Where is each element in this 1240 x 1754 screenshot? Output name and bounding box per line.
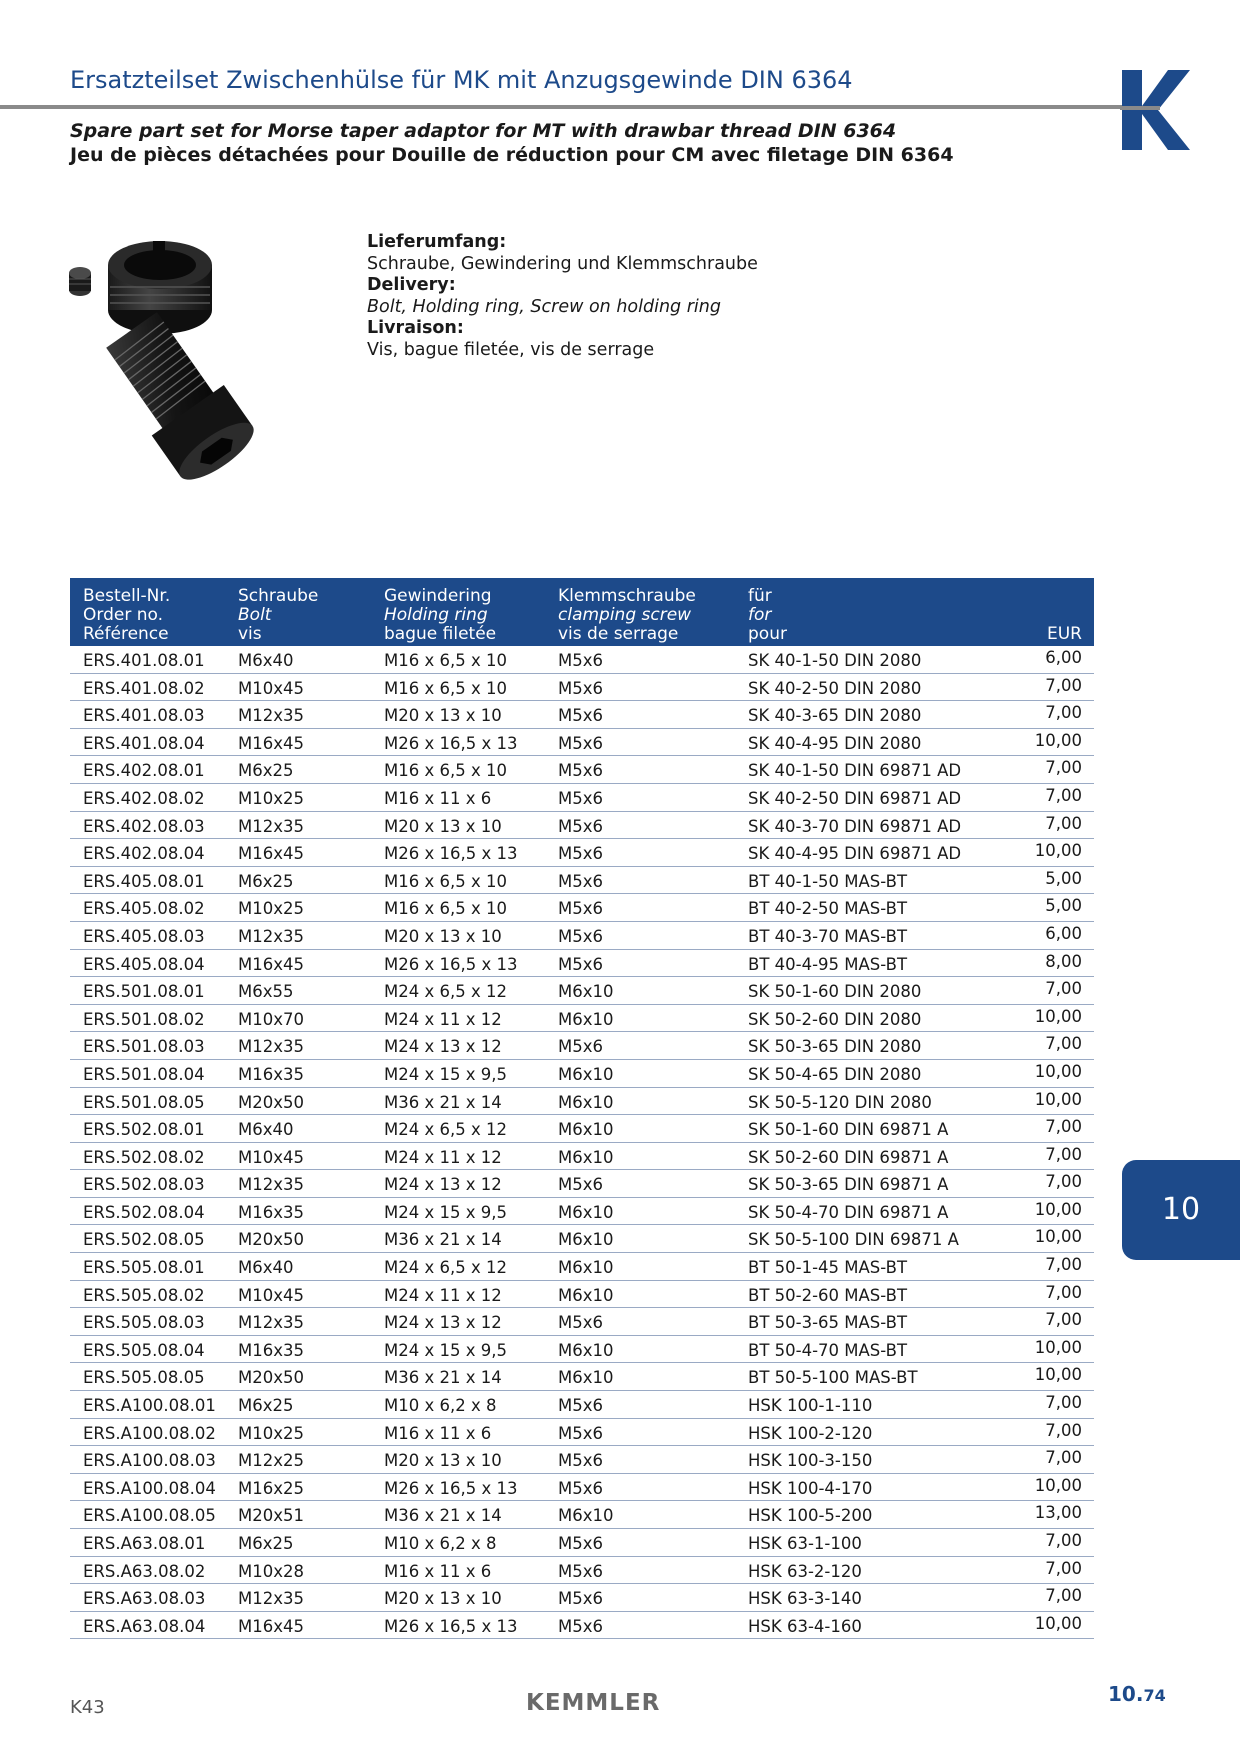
bolt-cell: M16x25 [238, 1478, 304, 1498]
price-cell: 7,00 [1045, 758, 1082, 778]
order-no-cell: ERS.502.08.04 [83, 1202, 205, 1222]
holding-ring-cell: M26 x 16,5 x 13 [384, 954, 518, 974]
order-no-cell: ERS.A63.08.01 [83, 1534, 206, 1553]
order-no-cell: ERS.A63.08.03 [83, 1589, 206, 1609]
spare-part-set-image [55, 235, 295, 480]
bolt-cell: M20x51 [238, 1506, 304, 1526]
holding-ring-cell: M24 x 13 x 12 [384, 1175, 502, 1195]
bolt-cell: M10x25 [238, 1423, 304, 1443]
clamping-screw-cell: M6x10 [558, 1092, 614, 1112]
for-cell: HSK 100-1-110 [748, 1396, 873, 1416]
holding-ring-cell: M26 x 16,5 x 13 [384, 733, 518, 753]
clamping-screw-cell: M5x6 [558, 844, 603, 864]
table-row [70, 1612, 1094, 1640]
order-no-cell: ERS.501.08.03 [83, 1037, 205, 1057]
price-cell: 6,00 [1045, 923, 1082, 943]
header-holding-ring: Gewindering Holding ring bague filetée [384, 586, 497, 644]
price-cell: 8,00 [1045, 951, 1082, 971]
bolt-cell: M20x50 [238, 1092, 304, 1112]
holding-ring-cell: M10 x 6,2 x 8 [384, 1534, 497, 1553]
order-no-cell: ERS.A63.08.02 [83, 1561, 206, 1581]
price-cell: 5,00 [1045, 868, 1082, 888]
holding-ring-cell: M24 x 11 x 12 [384, 1285, 502, 1305]
for-cell: HSK 63-1-100 [748, 1534, 862, 1553]
for-cell: HSK 63-3-140 [748, 1589, 862, 1609]
order-no-cell: ERS.505.08.05 [83, 1368, 205, 1388]
table-row [70, 1336, 1094, 1364]
holding-ring-cell: M24 x 13 x 12 [384, 1313, 502, 1333]
header-order-no: Bestell-Nr. Order no. Référence [83, 586, 171, 644]
clamping-screw-cell: M5x6 [558, 1396, 603, 1416]
kemmler-k-logo-icon [1120, 70, 1190, 150]
holding-ring-cell: M16 x 6,5 x 10 [384, 651, 507, 670]
price-cell: 10,00 [1034, 1199, 1082, 1219]
order-no-cell: ERS.401.08.01 [83, 651, 205, 670]
price-cell: 7,00 [1045, 785, 1082, 805]
order-no-cell: ERS.A100.08.02 [83, 1423, 216, 1443]
price-cell: 7,00 [1045, 1172, 1082, 1192]
order-no-cell: ERS.405.08.04 [83, 954, 205, 974]
holding-ring-cell: M10 x 6,2 x 8 [384, 1396, 497, 1416]
order-no-cell: ERS.A100.08.04 [83, 1478, 216, 1498]
clamping-screw-cell: M6x10 [558, 1009, 614, 1029]
bolt-cell: M6x40 [238, 1258, 294, 1278]
order-no-cell: ERS.405.08.01 [83, 871, 205, 891]
catalog-code: K43 [70, 1697, 105, 1718]
table-row [70, 1363, 1094, 1391]
holding-ring-cell: M20 x 13 x 10 [384, 706, 502, 726]
price-cell: 7,00 [1045, 1255, 1082, 1275]
table-row [70, 1253, 1094, 1281]
for-cell: SK 40-2-50 DIN 2080 [748, 678, 922, 698]
bolt-cell: M12x35 [238, 926, 304, 946]
price-cell: 10,00 [1034, 1475, 1082, 1495]
bolt-cell: M12x35 [238, 816, 304, 836]
holding-ring-cell: M16 x 11 x 6 [384, 788, 492, 808]
bolt-cell: M6x25 [238, 1534, 294, 1553]
table-row [70, 1060, 1094, 1088]
bolt-cell: M10x45 [238, 678, 304, 698]
holding-ring-cell: M26 x 16,5 x 13 [384, 1616, 518, 1636]
order-no-cell: ERS.402.08.02 [83, 788, 205, 808]
order-no-cell: ERS.502.08.02 [83, 1147, 205, 1167]
table-row [70, 1225, 1094, 1253]
delivery-label-fr: Livraison: [367, 318, 464, 338]
table-row [70, 1557, 1094, 1585]
clamping-screw-cell: M5x6 [558, 678, 603, 698]
bolt-cell: M16x45 [238, 844, 304, 864]
for-cell: SK 50-3-65 DIN 69871 A [748, 1175, 949, 1195]
table-row [70, 922, 1094, 950]
bolt-cell: M12x35 [238, 1589, 304, 1609]
for-cell: HSK 100-2-120 [748, 1423, 873, 1443]
price-cell: 6,00 [1045, 648, 1082, 667]
order-no-cell: ERS.502.08.01 [83, 1120, 205, 1140]
table-row [70, 1088, 1094, 1116]
clamping-screw-cell: M5x6 [558, 1313, 603, 1333]
order-no-cell: ERS.502.08.03 [83, 1175, 205, 1195]
table-row [70, 1170, 1094, 1198]
table-row [70, 1032, 1094, 1060]
set-screw-icon [69, 267, 91, 296]
order-no-cell: ERS.402.08.01 [83, 761, 205, 781]
table-row [70, 839, 1094, 867]
header-eur: EUR [1047, 624, 1082, 644]
for-cell: SK 40-1-50 DIN 69871 AD [748, 761, 962, 781]
holding-ring-cell: M24 x 11 x 12 [384, 1009, 502, 1029]
order-no-cell: ERS.401.08.02 [83, 678, 205, 698]
clamping-screw-cell: M5x6 [558, 733, 603, 753]
clamping-screw-cell: M5x6 [558, 761, 603, 781]
holding-ring-cell: M20 x 13 x 10 [384, 816, 502, 836]
for-cell: SK 40-3-65 DIN 2080 [748, 706, 922, 726]
order-no-cell: ERS.501.08.01 [83, 982, 205, 1002]
price-cell: 7,00 [1045, 1420, 1082, 1440]
price-cell: 10,00 [1034, 841, 1082, 861]
clamping-screw-cell: M6x10 [558, 1340, 614, 1360]
price-cell: 7,00 [1045, 1586, 1082, 1606]
clamping-screw-cell: M6x10 [558, 1368, 614, 1388]
for-cell: SK 50-5-100 DIN 69871 A [748, 1230, 959, 1250]
spare-parts-table [70, 578, 1094, 1639]
delivery-label-de: Lieferumfang: [367, 232, 507, 252]
table-row [70, 1474, 1094, 1502]
bolt-cell: M16x35 [238, 1064, 304, 1084]
for-cell: HSK 100-3-150 [748, 1451, 873, 1471]
price-cell: 10,00 [1034, 1337, 1082, 1357]
order-no-cell: ERS.405.08.02 [83, 899, 205, 919]
bolt-cell: M6x25 [238, 871, 294, 891]
holding-ring-cell: M24 x 11 x 12 [384, 1147, 502, 1167]
holding-ring-cell: M24 x 13 x 12 [384, 1037, 502, 1057]
table-row [70, 674, 1094, 702]
table-row [70, 1308, 1094, 1336]
chapter-tab[interactable]: 10 [1122, 1160, 1240, 1260]
bolt-cell: M10x45 [238, 1147, 304, 1167]
bolt-cell: M12x35 [238, 1037, 304, 1057]
price-cell: 10,00 [1034, 1613, 1082, 1633]
clamping-screw-cell: M6x10 [558, 1258, 614, 1278]
bolt-cell: M20x50 [238, 1230, 304, 1250]
for-cell: BT 50-3-65 MAS-BT [748, 1313, 908, 1333]
holding-ring-cell: M26 x 16,5 x 13 [384, 844, 518, 864]
for-cell: SK 40-4-95 DIN 2080 [748, 733, 922, 753]
holding-ring-cell: M24 x 6,5 x 12 [384, 1258, 507, 1278]
clamping-screw-cell: M5x6 [558, 1037, 603, 1057]
page-number-main: 10. [1108, 1682, 1144, 1706]
holding-ring-cell: M16 x 6,5 x 10 [384, 761, 507, 781]
order-no-cell: ERS.A100.08.03 [83, 1451, 216, 1471]
table-row [70, 1281, 1094, 1309]
holding-ring-cell: M24 x 15 x 9,5 [384, 1340, 507, 1360]
order-no-cell: ERS.505.08.02 [83, 1285, 205, 1305]
price-cell: 7,00 [1045, 1282, 1082, 1302]
holding-ring-cell: M16 x 6,5 x 10 [384, 871, 507, 891]
clamping-screw-cell: M5x6 [558, 1423, 603, 1443]
holding-ring-cell: M24 x 15 x 9,5 [384, 1064, 507, 1084]
clamping-screw-cell: M5x6 [558, 788, 603, 808]
holding-ring-cell: M36 x 21 x 14 [384, 1368, 502, 1388]
delivery-label-en: Delivery: [367, 275, 456, 295]
for-cell: SK 50-1-60 DIN 69871 A [748, 1120, 949, 1140]
page-title-en: Spare part set for Morse taper adaptor for MT with drawbar thread DIN 6364 [70, 120, 897, 142]
price-cell: 7,00 [1045, 979, 1082, 999]
holding-ring-cell: M20 x 13 x 10 [384, 1451, 502, 1471]
price-cell: 5,00 [1045, 896, 1082, 916]
price-cell: 10,00 [1034, 1006, 1082, 1026]
clamping-screw-cell: M5x6 [558, 926, 603, 946]
holding-ring-cell: M24 x 15 x 9,5 [384, 1202, 507, 1222]
price-cell: 7,00 [1045, 1144, 1082, 1164]
clamping-screw-cell: M5x6 [558, 651, 603, 670]
for-cell: BT 40-4-95 MAS-BT [748, 954, 908, 974]
price-cell: 7,00 [1045, 1310, 1082, 1330]
order-no-cell: ERS.402.08.03 [83, 816, 205, 836]
for-cell: SK 50-5-120 DIN 2080 [748, 1092, 932, 1112]
bolt-cell: M6x55 [238, 982, 294, 1002]
bolt-cell: M10x28 [238, 1561, 304, 1581]
header-clamping-screw: Klemmschraube clamping screw vis de serrage [558, 586, 696, 644]
bolt-cell: M20x50 [238, 1368, 304, 1388]
table-row [70, 1529, 1094, 1557]
bolt-cell: M12x25 [238, 1451, 304, 1471]
bolt-cell: M16x45 [238, 1616, 304, 1636]
order-no-cell: ERS.401.08.03 [83, 706, 205, 726]
for-cell: SK 40-2-50 DIN 69871 AD [748, 788, 962, 808]
bolt-cell: M6x25 [238, 1396, 294, 1416]
bolt-cell: M12x35 [238, 706, 304, 726]
price-cell: 7,00 [1045, 1448, 1082, 1468]
header-bolt: Schraube Bolt vis [238, 586, 319, 644]
for-cell: SK 50-4-70 DIN 69871 A [748, 1202, 949, 1222]
clamping-screw-cell: M6x10 [558, 1285, 614, 1305]
table-row [70, 1501, 1094, 1529]
clamping-screw-cell: M6x10 [558, 1506, 614, 1526]
price-cell: 10,00 [1034, 1061, 1082, 1081]
holding-ring-cell: M26 x 16,5 x 13 [384, 1478, 518, 1498]
table-row [70, 1115, 1094, 1143]
order-no-cell: ERS.401.08.04 [83, 733, 205, 753]
title-divider [0, 105, 1130, 109]
bolt-cell: M6x40 [238, 1120, 294, 1140]
price-cell: 7,00 [1045, 1117, 1082, 1137]
table-row [70, 867, 1094, 895]
table-row [70, 1419, 1094, 1447]
clamping-screw-cell: M6x10 [558, 1120, 614, 1140]
for-cell: SK 50-2-60 DIN 2080 [748, 1009, 922, 1029]
clamping-screw-cell: M5x6 [558, 1616, 603, 1636]
header-for: für for pour [748, 586, 787, 644]
bolt-cell: M16x35 [238, 1340, 304, 1360]
clamping-screw-cell: M6x10 [558, 982, 614, 1002]
bolt-cell: M6x40 [238, 651, 294, 670]
for-cell: BT 50-4-70 MAS-BT [748, 1340, 908, 1360]
bolt-cell: M12x35 [238, 1313, 304, 1333]
table-row [70, 701, 1094, 729]
table-row [70, 1005, 1094, 1033]
brand-logo: KEMMLER [526, 1690, 661, 1716]
order-no-cell: ERS.405.08.03 [83, 926, 205, 946]
order-no-cell: ERS.A100.08.05 [83, 1506, 216, 1526]
table-row [70, 784, 1094, 812]
clamping-screw-cell: M6x10 [558, 1230, 614, 1250]
clamping-screw-cell: M5x6 [558, 954, 603, 974]
holding-ring-cell: M36 x 21 x 14 [384, 1092, 502, 1112]
order-no-cell: ERS.505.08.04 [83, 1340, 205, 1360]
for-cell: BT 40-1-50 MAS-BT [748, 871, 908, 891]
holding-ring-cell: M20 x 13 x 10 [384, 926, 502, 946]
holding-ring-cell: M20 x 13 x 10 [384, 1589, 502, 1609]
for-cell: BT 40-3-70 MAS-BT [748, 926, 908, 946]
holding-ring-cell: M24 x 6,5 x 12 [384, 982, 507, 1002]
bolt-cell: M10x25 [238, 899, 304, 919]
for-cell: SK 50-1-60 DIN 2080 [748, 982, 922, 1002]
holding-ring-cell: M16 x 6,5 x 10 [384, 899, 507, 919]
for-cell: SK 50-3-65 DIN 2080 [748, 1037, 922, 1057]
for-cell: SK 40-4-95 DIN 69871 AD [748, 844, 962, 864]
table-row [70, 1391, 1094, 1419]
bolt-cell: M6x25 [238, 761, 294, 781]
table-row [70, 950, 1094, 978]
table-row [70, 977, 1094, 1005]
table-row [70, 1143, 1094, 1171]
order-no-cell: ERS.A63.08.04 [83, 1616, 206, 1636]
clamping-screw-cell: M5x6 [558, 899, 603, 919]
bolt-cell: M16x45 [238, 954, 304, 974]
clamping-screw-cell: M5x6 [558, 1561, 603, 1581]
bolt-cell: M10x45 [238, 1285, 304, 1305]
for-cell: BT 50-2-60 MAS-BT [748, 1285, 908, 1305]
delivery-info [367, 232, 758, 361]
price-cell: 7,00 [1045, 703, 1082, 723]
delivery-text-de: Schraube, Gewindering und Klemmschraube [367, 253, 758, 274]
clamping-screw-cell: M5x6 [558, 871, 603, 891]
order-no-cell: ERS.501.08.04 [83, 1064, 205, 1084]
price-cell: 10,00 [1034, 1365, 1082, 1385]
bolt-cell: M10x25 [238, 788, 304, 808]
price-cell: 7,00 [1045, 1531, 1082, 1550]
bolt-cell: M12x35 [238, 1175, 304, 1195]
price-cell: 7,00 [1045, 1558, 1082, 1578]
for-cell: HSK 100-4-170 [748, 1478, 873, 1498]
clamping-screw-cell: M6x10 [558, 1064, 614, 1084]
clamping-screw-cell: M5x6 [558, 1534, 603, 1553]
price-cell: 7,00 [1045, 1034, 1082, 1054]
table-header [70, 578, 1094, 646]
bolt-cell: M16x45 [238, 733, 304, 753]
delivery-text-fr: Vis, bague filetée, vis de serrage [367, 339, 655, 360]
holding-ring-cell: M16 x 11 x 6 [384, 1423, 492, 1443]
for-cell: BT 50-1-45 MAS-BT [748, 1258, 908, 1278]
price-cell: 13,00 [1034, 1503, 1082, 1523]
table-body [70, 646, 1094, 1639]
clamping-screw-cell: M5x6 [558, 816, 603, 836]
order-no-cell: ERS.402.08.04 [83, 844, 205, 864]
price-cell: 7,00 [1045, 813, 1082, 833]
holding-ring-cell: M24 x 6,5 x 12 [384, 1120, 507, 1140]
clamping-screw-cell: M5x6 [558, 1478, 603, 1498]
for-cell: SK 40-3-70 DIN 69871 AD [748, 816, 962, 836]
order-no-cell: ERS.501.08.05 [83, 1092, 205, 1112]
for-cell: HSK 63-4-160 [748, 1616, 862, 1636]
order-no-cell: ERS.505.08.03 [83, 1313, 205, 1333]
delivery-text-en: Bolt, Holding ring, Screw on holding ring [367, 296, 721, 317]
page-title-fr: Jeu de pièces détachées pour Douille de réduction pour CM avec filetage DIN 6364 [70, 144, 954, 166]
holding-ring-cell: M16 x 11 x 6 [384, 1561, 492, 1581]
price-cell: 7,00 [1045, 675, 1082, 695]
price-cell: 10,00 [1034, 730, 1082, 750]
clamping-screw-cell: M5x6 [558, 1451, 603, 1471]
for-cell: HSK 100-5-200 [748, 1506, 873, 1526]
table-row [70, 756, 1094, 784]
for-cell: SK 40-1-50 DIN 2080 [748, 651, 922, 670]
page-number-sub: 74 [1143, 1686, 1166, 1705]
table-row [70, 1198, 1094, 1226]
table-row [70, 894, 1094, 922]
bolt-cell: M16x35 [238, 1202, 304, 1222]
for-cell: SK 50-4-65 DIN 2080 [748, 1064, 922, 1084]
clamping-screw-cell: M6x10 [558, 1202, 614, 1222]
table-row [70, 729, 1094, 757]
for-cell: HSK 63-2-120 [748, 1561, 862, 1581]
order-no-cell: ERS.502.08.05 [83, 1230, 205, 1250]
table-row [70, 1446, 1094, 1474]
clamping-screw-cell: M5x6 [558, 1175, 603, 1195]
price-cell: 7,00 [1045, 1393, 1082, 1413]
for-cell: BT 50-5-100 MAS-BT [748, 1368, 918, 1388]
holding-ring-cell: M36 x 21 x 14 [384, 1230, 502, 1250]
table-row [70, 1584, 1094, 1612]
table-row [70, 646, 1094, 674]
price-cell: 10,00 [1034, 1227, 1082, 1247]
bolt-cell: M10x70 [238, 1009, 304, 1029]
clamping-screw-cell: M6x10 [558, 1147, 614, 1167]
order-no-cell: ERS.A100.08.01 [83, 1396, 216, 1416]
table-row [70, 812, 1094, 840]
clamping-screw-cell: M5x6 [558, 1589, 603, 1609]
order-no-cell: ERS.505.08.01 [83, 1258, 205, 1278]
page-title-de: Ersatzteilset Zwischenhülse für MK mit Anzugsgewinde DIN 6364 [70, 66, 853, 94]
for-cell: BT 40-2-50 MAS-BT [748, 899, 908, 919]
page-number [1108, 1682, 1166, 1706]
holding-ring-cell: M36 x 21 x 14 [384, 1506, 502, 1526]
clamping-screw-cell: M5x6 [558, 706, 603, 726]
holding-ring-cell: M16 x 6,5 x 10 [384, 678, 507, 698]
for-cell: SK 50-2-60 DIN 69871 A [748, 1147, 949, 1167]
order-no-cell: ERS.501.08.02 [83, 1009, 205, 1029]
price-cell: 10,00 [1034, 1089, 1082, 1109]
